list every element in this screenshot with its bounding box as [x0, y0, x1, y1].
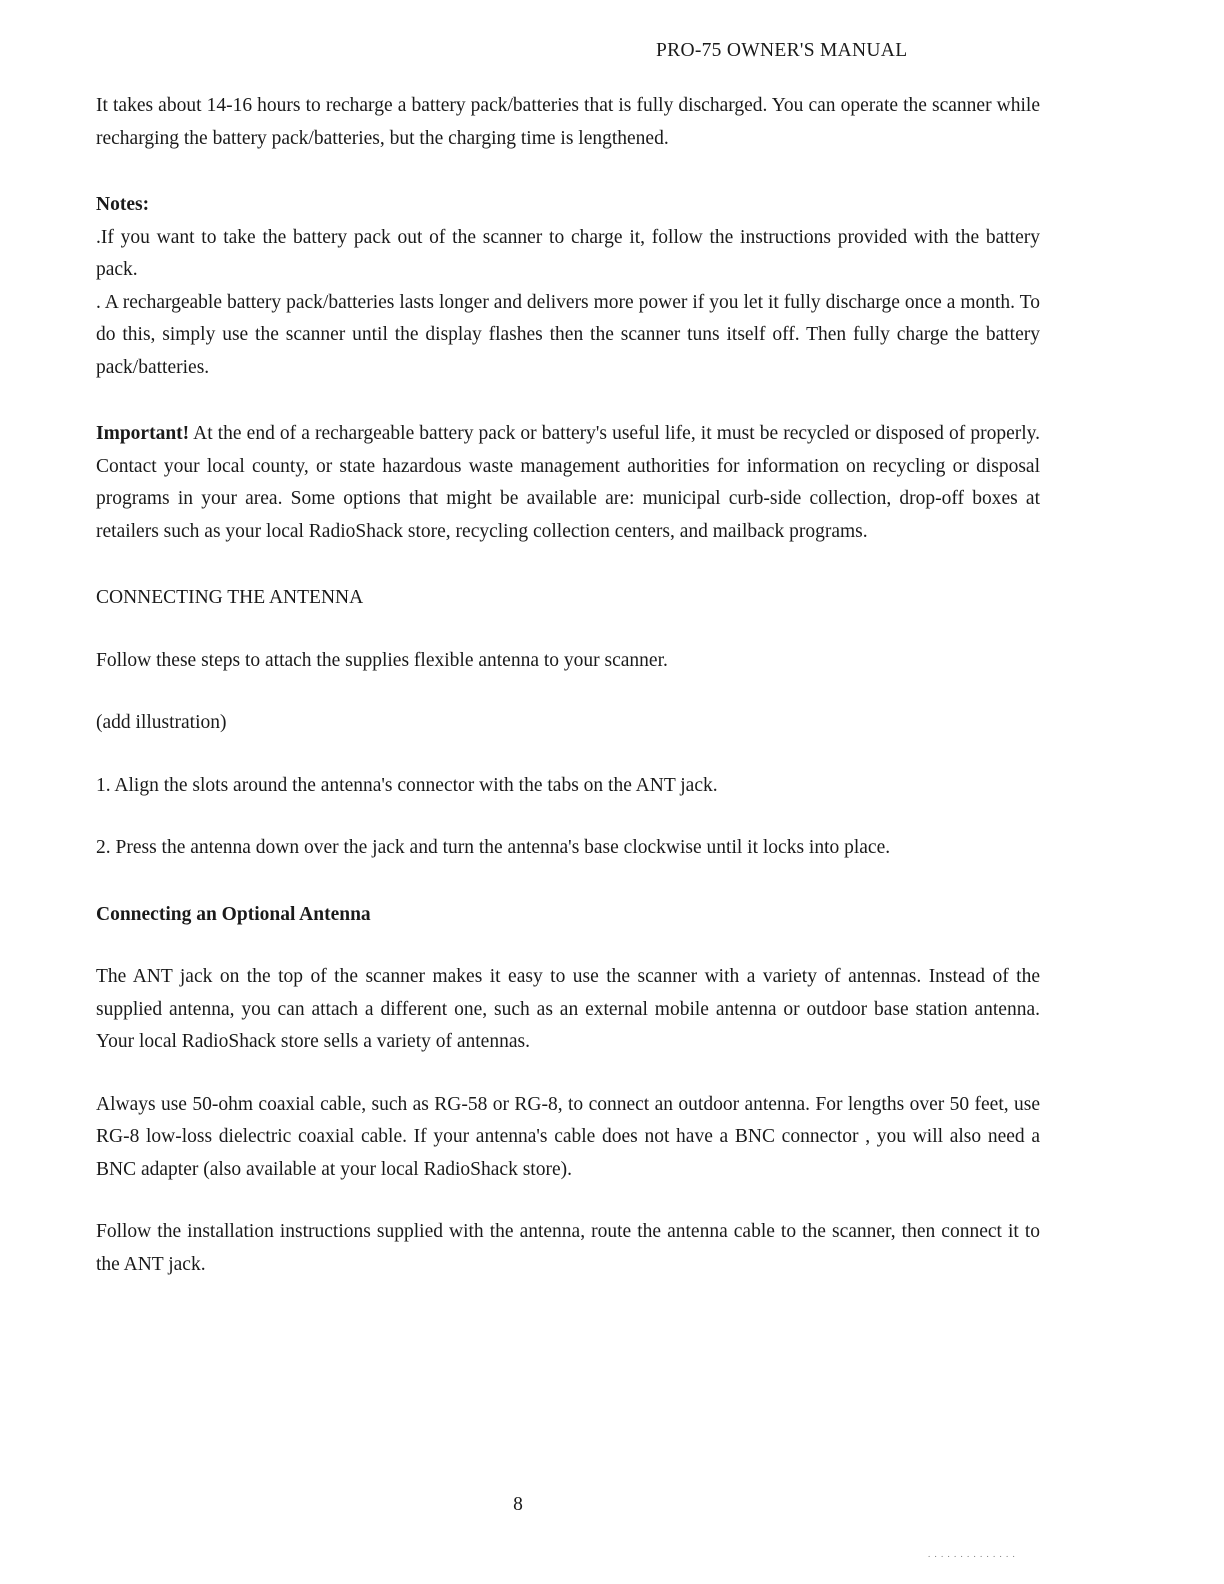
important-label: Important! — [96, 423, 190, 444]
notes-heading: Notes: — [96, 194, 150, 215]
step-item: 2. Press the antenna down over the jack and turn the antenna's base clockwise until it locks into place. — [96, 837, 891, 858]
subsection-heading-optional-antenna: Connecting an Optional Antenna — [96, 903, 371, 925]
important-text: At the end of a rechargeable battery pack or battery's useful life, it must be recycled or disposed of properly. Contact your local county, or state hazardous waste management authorities for information on recycling or disposal programs in your area. Some options that might be available are: municipal curb-side collection, drop-off boxes at retailers such as your local RadioShack store, recycling collection centers, and mailback programs. — [96, 423, 1040, 542]
intro-paragraph: It takes about 14-16 hours to recharge a battery pack/batteries that is fully discharged. You can operate the scanner while recharging the battery pack/batteries, but the charging time is lengthened. — [96, 95, 1040, 149]
illustration-placeholder: (add illustration) — [96, 712, 227, 733]
antenna-intro: Follow these steps to attach the supplies flexible antenna to your scanner. — [96, 649, 668, 671]
body-paragraph: Always use 50-ohm coaxial cable, such as RG-58 or RG-8, to connect an outdoor antenna. For lengths over 50 feet, use RG-8 low-loss dielectric coaxial cable. If your antenna's cable does not have a BNC connector , you will also need a BNC adapter (also available at your local RadioShack store). — [96, 1093, 1040, 1180]
step-item: 1. Align the slots around the antenna's connector with the tabs on the ANT jack. — [96, 774, 718, 796]
section-heading-antenna: CONNECTING THE ANTENNA — [96, 587, 364, 608]
body-paragraph: The ANT jack on the top of the scanner makes it easy to use the scanner with a variety of antennas. Instead of the supplied antenna, you can attach a different one, such as an external mobile antenna or outdoor base station antenna. Your local RadioShack store sells a variety of antennas. — [96, 966, 1040, 1052]
note-item: .If you want to take the battery pack out of the scanner to charge it, follow the instructions provided with the battery pack. — [96, 226, 1040, 280]
running-header: PRO-75 OWNER'S MANUAL — [656, 40, 908, 61]
page-body — [96, 90, 1040, 1281]
scan-artifact: . . . . . . . . . . . . . . — [928, 1549, 1016, 1559]
important-paragraph — [96, 418, 1040, 548]
body-paragraph: Follow the installation instructions supplied with the antenna, route the antenna cable to the scanner, then connect it to the ANT jack. — [96, 1221, 1040, 1275]
page-number: 8 — [513, 1494, 523, 1515]
note-item: . A rechargeable battery pack/batteries lasts longer and delivers more power if you let it fully discharge once a month. To do this, simply use the scanner until the display flashes then the scanner tuns itself off. Then fully charge the battery pack/batteries. — [96, 291, 1040, 378]
